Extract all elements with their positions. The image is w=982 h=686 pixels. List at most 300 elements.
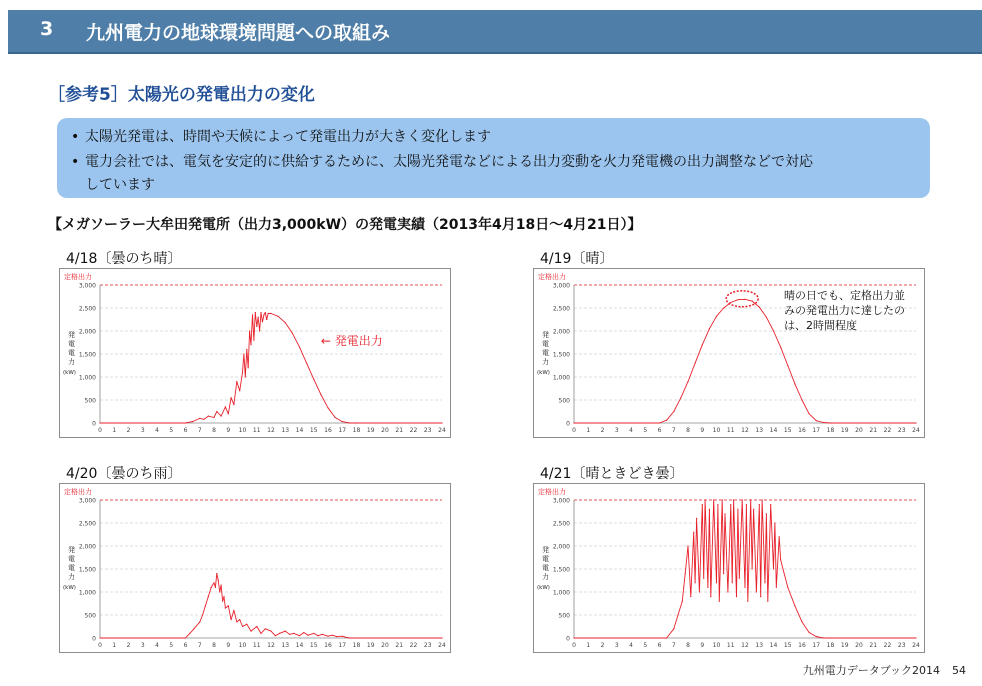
data-point bbox=[99, 422, 100, 423]
data-point bbox=[231, 619, 232, 620]
info-text-2: 電力会社では、電気を安定的に供給するために、太陽光発電などによる出力変動を火力発電機の出力調整などで対応 bbox=[85, 154, 813, 170]
data-point bbox=[260, 633, 261, 634]
data-point bbox=[268, 313, 269, 314]
chart-0419 bbox=[534, 269, 924, 437]
info-line-1 bbox=[71, 126, 491, 146]
data-point bbox=[760, 596, 761, 597]
data-point bbox=[766, 317, 767, 318]
data-point bbox=[221, 585, 222, 586]
y-axis-label-char: 電 bbox=[542, 349, 549, 357]
x-tick-label: 0 bbox=[572, 427, 576, 434]
x-tick-label: 18 bbox=[352, 427, 361, 434]
data-point bbox=[233, 404, 234, 405]
data-point bbox=[242, 372, 243, 373]
chart-panel-0420 bbox=[59, 483, 451, 653]
data-point bbox=[722, 499, 723, 500]
y-axis-unit: (kW) bbox=[537, 370, 550, 376]
x-tick-label: 6 bbox=[657, 427, 662, 434]
data-point bbox=[719, 601, 720, 602]
x-tick-label: 1 bbox=[112, 427, 117, 434]
y-tick-label: 1,000 bbox=[552, 374, 570, 382]
data-point bbox=[823, 422, 824, 423]
x-tick-label: 14 bbox=[769, 642, 778, 649]
data-point bbox=[306, 363, 307, 364]
x-tick-label: 19 bbox=[840, 642, 849, 649]
x-tick-label: 22 bbox=[409, 427, 418, 434]
rated-output-label: 定格出力 bbox=[538, 488, 566, 496]
data-point bbox=[303, 632, 304, 633]
x-tick-label: 12 bbox=[741, 642, 749, 649]
peak-highlight-ellipse bbox=[726, 291, 758, 307]
data-point bbox=[327, 636, 328, 637]
x-tick-label: 14 bbox=[295, 642, 304, 649]
x-tick-label: 17 bbox=[338, 427, 347, 434]
data-point bbox=[208, 596, 209, 597]
y-tick-label: 2,500 bbox=[78, 520, 96, 528]
x-tick-label: 2 bbox=[600, 427, 605, 434]
data-point bbox=[723, 307, 724, 308]
data-point bbox=[222, 601, 223, 602]
x-tick-label: 1 bbox=[112, 642, 117, 649]
data-point bbox=[830, 637, 831, 638]
data-point bbox=[744, 587, 745, 588]
data-point bbox=[202, 614, 203, 615]
peak-annotation-line: は、2時間程度 bbox=[784, 319, 857, 332]
y-tick-label: 3,000 bbox=[78, 497, 96, 505]
y-axis-label-char: 電 bbox=[68, 555, 75, 563]
y-tick-label: 2,000 bbox=[552, 543, 570, 551]
x-tick-label: 23 bbox=[897, 427, 906, 434]
data-point bbox=[753, 509, 754, 510]
data-point bbox=[250, 344, 251, 345]
data-point bbox=[279, 633, 280, 634]
data-point bbox=[231, 397, 232, 398]
series-line-power-output bbox=[100, 574, 442, 638]
y-axis-label-char: 電 bbox=[542, 340, 549, 348]
subtitle: ［参考5］太陽光の発電出力の変化 bbox=[48, 85, 315, 105]
y-tick-label: 2,500 bbox=[78, 305, 96, 313]
data-point bbox=[687, 381, 688, 382]
y-axis-unit: (kW) bbox=[63, 370, 76, 376]
x-tick-label: 2 bbox=[126, 642, 131, 649]
y-tick-label: 2,000 bbox=[552, 328, 570, 336]
x-tick-label: 6 bbox=[657, 642, 662, 649]
data-point bbox=[756, 591, 757, 592]
data-point bbox=[677, 614, 678, 615]
data-point bbox=[801, 621, 802, 622]
x-tick-label: 17 bbox=[338, 642, 347, 649]
data-point bbox=[915, 637, 916, 638]
data-point bbox=[293, 633, 294, 634]
data-point bbox=[759, 307, 760, 308]
data-point bbox=[249, 330, 250, 331]
data-point bbox=[239, 390, 240, 391]
data-point bbox=[737, 299, 738, 300]
data-point bbox=[703, 578, 704, 579]
data-point bbox=[739, 578, 740, 579]
data-point bbox=[779, 536, 780, 537]
y-axis-label-char: 発 bbox=[68, 546, 75, 554]
x-tick-label: 9 bbox=[226, 642, 231, 649]
data-point bbox=[218, 580, 219, 581]
data-point bbox=[573, 637, 574, 638]
data-point bbox=[99, 637, 100, 638]
x-tick-label: 16 bbox=[798, 427, 806, 434]
x-tick-label: 19 bbox=[840, 427, 849, 434]
x-tick-label: 3 bbox=[140, 427, 145, 434]
data-point bbox=[696, 518, 697, 519]
data-point bbox=[699, 591, 700, 592]
data-point bbox=[776, 587, 777, 588]
info-text-1: 太陽光発電は、時間や天候によって発電出力が大きく変化します bbox=[85, 129, 491, 145]
data-point bbox=[752, 568, 753, 569]
x-tick-label: 4 bbox=[155, 642, 159, 649]
x-tick-label: 15 bbox=[783, 642, 792, 649]
x-tick-label: 17 bbox=[812, 427, 821, 434]
data-point bbox=[707, 587, 708, 588]
data-point bbox=[687, 545, 688, 546]
data-point bbox=[764, 582, 765, 583]
y-axis-label-char: 発 bbox=[542, 546, 549, 554]
data-point bbox=[289, 634, 290, 635]
data-point bbox=[262, 321, 263, 322]
data-point bbox=[780, 559, 781, 560]
data-point bbox=[265, 312, 266, 313]
data-point bbox=[228, 605, 229, 606]
x-tick-label: 0 bbox=[98, 427, 102, 434]
chart-title-0419: 4/19〔晴〕 bbox=[540, 251, 614, 267]
data-point bbox=[285, 631, 286, 632]
x-tick-label: 24 bbox=[438, 642, 446, 649]
x-tick-label: 14 bbox=[769, 427, 778, 434]
data-point bbox=[285, 322, 286, 323]
x-tick-label: 21 bbox=[395, 642, 404, 649]
data-point bbox=[717, 504, 718, 505]
y-axis-label-char: 発 bbox=[542, 331, 549, 339]
y-tick-label: 1,500 bbox=[552, 351, 570, 359]
x-tick-label: 16 bbox=[324, 427, 332, 434]
x-tick-label: 8 bbox=[212, 642, 216, 649]
x-tick-label: 19 bbox=[366, 427, 375, 434]
y-tick-label: 1,500 bbox=[552, 566, 570, 574]
data-point bbox=[710, 596, 711, 597]
x-tick-label: 1 bbox=[586, 642, 591, 649]
x-tick-label: 12 bbox=[267, 642, 275, 649]
data-point bbox=[794, 383, 795, 384]
chart-0420 bbox=[60, 484, 450, 652]
data-point bbox=[252, 314, 253, 315]
data-point bbox=[730, 302, 731, 303]
chart-panel-0421 bbox=[533, 483, 925, 653]
data-point bbox=[705, 499, 706, 500]
x-tick-label: 2 bbox=[126, 427, 131, 434]
x-tick-label: 11 bbox=[726, 642, 735, 649]
x-tick-label: 9 bbox=[700, 427, 705, 434]
data-point bbox=[236, 621, 237, 622]
data-point bbox=[573, 422, 574, 423]
data-point bbox=[695, 582, 696, 583]
data-point bbox=[317, 635, 318, 636]
peak-annotation-line: 晴の日でも、定格出力並 bbox=[784, 289, 905, 302]
data-point bbox=[270, 313, 271, 314]
data-point bbox=[246, 349, 247, 350]
y-axis-label-char: 力 bbox=[68, 573, 75, 581]
data-point bbox=[801, 399, 802, 400]
x-tick-label: 10 bbox=[238, 427, 247, 434]
x-tick-label: 19 bbox=[366, 642, 375, 649]
series-line-power-output bbox=[574, 299, 916, 423]
chart-title-0420: 4/20〔曇のち雨〕 bbox=[66, 466, 182, 482]
x-tick-label: 13 bbox=[281, 427, 290, 434]
bullet-icon: • bbox=[71, 129, 80, 145]
data-point bbox=[322, 634, 323, 635]
y-tick-label: 2,000 bbox=[78, 543, 96, 551]
data-point bbox=[245, 376, 246, 377]
y-axis-unit: (kW) bbox=[63, 585, 76, 591]
data-point bbox=[239, 619, 240, 620]
y-axis-label-char: 力 bbox=[542, 573, 549, 581]
x-tick-label: 6 bbox=[183, 427, 188, 434]
data-point bbox=[265, 628, 266, 629]
x-tick-label: 18 bbox=[826, 642, 835, 649]
y-axis-label-char: 電 bbox=[68, 564, 75, 572]
data-point bbox=[345, 637, 346, 638]
data-point bbox=[213, 582, 214, 583]
data-point bbox=[313, 379, 314, 380]
data-point bbox=[709, 509, 710, 510]
data-point bbox=[313, 633, 314, 634]
x-tick-label: 11 bbox=[252, 427, 261, 434]
info-line-3: しています bbox=[85, 177, 155, 193]
x-tick-label: 16 bbox=[798, 642, 806, 649]
y-tick-label: 1,000 bbox=[552, 589, 570, 597]
data-point bbox=[809, 632, 810, 633]
peak-annotation-line: みの発電出力に達したの bbox=[784, 304, 905, 317]
chart-0421 bbox=[534, 484, 924, 652]
x-tick-label: 22 bbox=[409, 642, 418, 649]
data-point bbox=[685, 573, 686, 574]
data-point bbox=[702, 344, 703, 345]
y-axis-label-char: 力 bbox=[68, 358, 75, 366]
data-point bbox=[727, 591, 728, 592]
x-tick-label: 0 bbox=[572, 642, 576, 649]
x-tick-label: 9 bbox=[700, 642, 705, 649]
y-axis-label-char: 発 bbox=[68, 331, 75, 339]
y-tick-label: 1,000 bbox=[78, 589, 96, 597]
data-point bbox=[292, 333, 293, 334]
data-point bbox=[695, 363, 696, 364]
x-tick-label: 4 bbox=[155, 427, 159, 434]
data-point bbox=[225, 406, 226, 407]
data-point bbox=[680, 397, 681, 398]
x-tick-label: 13 bbox=[755, 427, 764, 434]
data-point bbox=[208, 416, 209, 417]
x-tick-label: 7 bbox=[197, 427, 202, 434]
x-tick-label: 10 bbox=[712, 642, 721, 649]
data-point bbox=[746, 504, 747, 505]
y-tick-label: 500 bbox=[84, 397, 96, 405]
data-point bbox=[275, 635, 276, 636]
data-point bbox=[221, 416, 222, 417]
data-point bbox=[192, 421, 193, 422]
title-banner bbox=[8, 10, 982, 54]
x-tick-label: 23 bbox=[423, 427, 432, 434]
data-point bbox=[730, 504, 731, 505]
y-axis-label-char: 力 bbox=[542, 358, 549, 366]
x-tick-label: 15 bbox=[309, 427, 318, 434]
x-tick-label: 7 bbox=[671, 427, 676, 434]
data-point bbox=[203, 419, 204, 420]
data-point bbox=[690, 596, 691, 597]
data-point bbox=[659, 422, 660, 423]
data-point bbox=[716, 316, 717, 317]
page-number: 54 bbox=[952, 664, 966, 677]
y-tick-label: 1,500 bbox=[78, 566, 96, 574]
x-tick-label: 22 bbox=[883, 427, 892, 434]
data-point bbox=[773, 330, 774, 331]
data-point bbox=[259, 330, 260, 331]
data-point bbox=[666, 420, 667, 421]
data-point bbox=[724, 513, 725, 514]
footer bbox=[791, 662, 966, 678]
x-tick-label: 24 bbox=[912, 642, 920, 649]
x-tick-label: 5 bbox=[643, 642, 648, 649]
data-point bbox=[211, 587, 212, 588]
data-point bbox=[673, 628, 674, 629]
page-title: 九州電力の地球環境問題への取組み bbox=[86, 22, 391, 44]
data-point bbox=[830, 422, 831, 423]
data-point bbox=[199, 621, 200, 622]
data-point bbox=[233, 610, 234, 611]
data-point bbox=[223, 596, 224, 597]
x-tick-label: 1 bbox=[586, 427, 591, 434]
x-tick-label: 7 bbox=[671, 642, 676, 649]
x-tick-label: 15 bbox=[309, 642, 318, 649]
x-tick-label: 20 bbox=[381, 642, 389, 649]
info-box bbox=[57, 118, 930, 198]
x-tick-label: 13 bbox=[281, 642, 290, 649]
data-point bbox=[673, 411, 674, 412]
x-tick-label: 11 bbox=[726, 427, 735, 434]
chart-panel-0418 bbox=[59, 268, 451, 438]
data-point bbox=[441, 422, 442, 423]
x-tick-label: 24 bbox=[912, 427, 920, 434]
data-point bbox=[356, 422, 357, 423]
data-point bbox=[255, 312, 256, 313]
data-point bbox=[770, 504, 771, 505]
x-tick-label: 2 bbox=[600, 642, 605, 649]
data-point bbox=[823, 637, 824, 638]
y-tick-label: 500 bbox=[558, 612, 570, 620]
bullet-icon: • bbox=[71, 154, 80, 170]
x-tick-label: 18 bbox=[352, 642, 361, 649]
series-line-power-output bbox=[100, 313, 442, 423]
y-tick-label: 500 bbox=[84, 612, 96, 620]
x-tick-label: 15 bbox=[783, 427, 792, 434]
x-tick-label: 18 bbox=[826, 427, 835, 434]
data-point bbox=[263, 314, 264, 315]
data-point bbox=[666, 637, 667, 638]
data-point bbox=[213, 417, 214, 418]
data-point bbox=[342, 636, 343, 637]
section-number: 3 bbox=[40, 18, 54, 40]
x-tick-label: 22 bbox=[883, 642, 892, 649]
data-point bbox=[216, 411, 217, 412]
data-point bbox=[242, 626, 243, 627]
data-point bbox=[342, 421, 343, 422]
x-tick-label: 5 bbox=[169, 427, 174, 434]
data-point bbox=[733, 499, 734, 500]
data-point bbox=[787, 587, 788, 588]
x-tick-label: 12 bbox=[267, 427, 275, 434]
y-tick-label: 2,500 bbox=[552, 305, 570, 313]
data-point bbox=[702, 504, 703, 505]
data-point bbox=[266, 319, 267, 320]
data-point bbox=[787, 365, 788, 366]
x-tick-label: 6 bbox=[183, 642, 188, 649]
data-point bbox=[349, 637, 350, 638]
x-tick-label: 8 bbox=[212, 427, 216, 434]
data-point bbox=[219, 591, 220, 592]
data-point bbox=[193, 628, 194, 629]
data-point bbox=[299, 347, 300, 348]
x-tick-label: 12 bbox=[741, 427, 749, 434]
y-tick-label: 1,000 bbox=[78, 374, 96, 382]
data-point bbox=[256, 326, 257, 327]
data-point bbox=[253, 340, 254, 341]
chart-title-0418: 4/18〔曇のち晴〕 bbox=[66, 251, 182, 267]
data-point bbox=[794, 605, 795, 606]
data-point bbox=[767, 601, 768, 602]
y-tick-label: 0 bbox=[566, 420, 570, 428]
data-point bbox=[236, 381, 237, 382]
y-tick-label: 500 bbox=[558, 397, 570, 405]
data-point bbox=[199, 418, 200, 419]
data-point bbox=[682, 601, 683, 602]
data-point bbox=[709, 328, 710, 329]
data-point bbox=[773, 568, 774, 569]
data-point bbox=[307, 635, 308, 636]
data-point bbox=[327, 407, 328, 408]
series-annotation: ← 発電出力 bbox=[320, 333, 383, 348]
y-tick-label: 0 bbox=[92, 635, 96, 643]
x-tick-label: 10 bbox=[712, 427, 721, 434]
data-point bbox=[766, 513, 767, 514]
x-tick-label: 20 bbox=[855, 642, 863, 649]
x-tick-label: 13 bbox=[755, 642, 764, 649]
data-point bbox=[270, 631, 271, 632]
data-point bbox=[349, 422, 350, 423]
data-point bbox=[248, 367, 249, 368]
data-point bbox=[189, 633, 190, 634]
x-tick-label: 3 bbox=[140, 642, 145, 649]
data-point bbox=[185, 422, 186, 423]
x-tick-label: 4 bbox=[629, 427, 633, 434]
y-tick-label: 3,000 bbox=[78, 282, 96, 290]
data-point bbox=[816, 636, 817, 637]
y-tick-label: 0 bbox=[92, 420, 96, 428]
data-point bbox=[256, 626, 257, 627]
x-tick-label: 7 bbox=[197, 642, 202, 649]
data-point bbox=[260, 312, 261, 313]
y-axis-label-char: 電 bbox=[68, 349, 75, 357]
data-point bbox=[780, 347, 781, 348]
y-axis-unit: (kW) bbox=[537, 585, 550, 591]
section-title: 【メガソーラー大牟田発電所（出力3,000kW）の発電実績（2013年4月18日～4月21日）】 bbox=[48, 217, 642, 233]
x-tick-label: 4 bbox=[629, 642, 633, 649]
data-point bbox=[737, 509, 738, 510]
x-tick-label: 10 bbox=[238, 642, 247, 649]
